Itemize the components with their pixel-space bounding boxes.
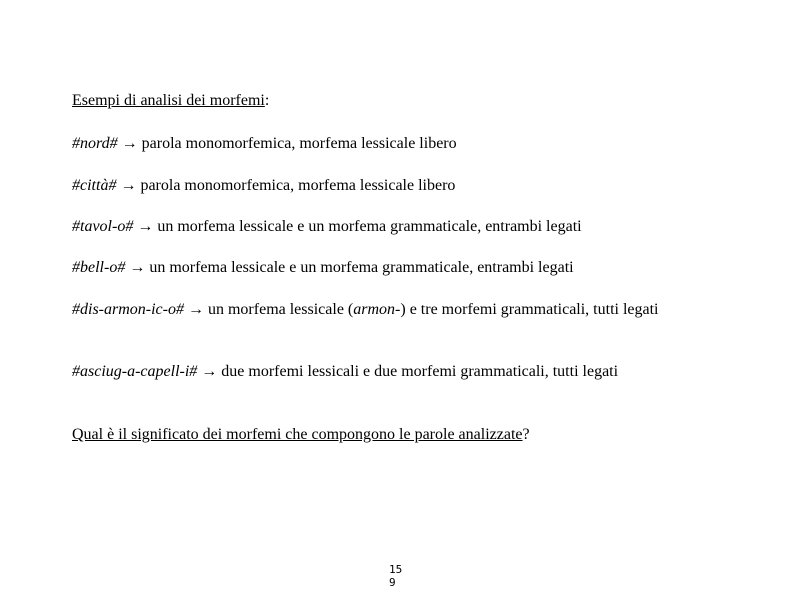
- page-number-line2: 9: [389, 576, 396, 589]
- example-description: un morfema lessicale e un morfema grammaticale, entrambi legati: [149, 259, 574, 276]
- page-number: [389, 563, 402, 589]
- heading-colon: :: [264, 92, 270, 109]
- example-form: #bell-o#: [72, 259, 126, 276]
- example-bello: [72, 259, 574, 277]
- question: [72, 426, 530, 444]
- example-citta: [72, 177, 455, 195]
- example-asciugacapelli: [72, 363, 618, 381]
- example-description-part1: un morfema lessicale (: [207, 301, 354, 318]
- arrow: →: [125, 259, 150, 276]
- example-form: #asciug-a-capell-i#: [72, 363, 198, 380]
- example-form: #dis-armon-ic-o#: [72, 301, 184, 318]
- arrow: →: [197, 363, 222, 380]
- heading: [72, 92, 269, 110]
- example-form: #città#: [72, 177, 117, 194]
- example-form: #tavol-o#: [72, 218, 134, 235]
- example-nord: [72, 135, 457, 153]
- question-text: Qual è il significato dei morfemi che compongono le parole analizzate: [72, 426, 523, 443]
- arrow: →: [116, 177, 141, 194]
- heading-text: Esempi di analisi dei morfemi: [72, 92, 265, 109]
- example-description: parola monomorfemica, morfema lessicale libero: [141, 135, 457, 152]
- arrow: →: [133, 218, 158, 235]
- arrow: →: [117, 135, 142, 152]
- example-disarmonico: [72, 301, 702, 319]
- question-mark: ?: [522, 426, 530, 443]
- example-description-part2: ) e tre morfemi grammaticali, tutti legati: [400, 301, 659, 318]
- example-description: due morfemi lessicali e due morfemi grammaticali, tutti legati: [221, 363, 619, 380]
- arrow: →: [183, 301, 208, 318]
- example-description-italic: armon-: [353, 301, 401, 318]
- page-number-line1: 15: [389, 563, 403, 576]
- example-description: parola monomorfemica, morfema lessicale libero: [140, 177, 456, 194]
- example-description: un morfema lessicale e un morfema grammaticale, entrambi legati: [157, 218, 582, 235]
- example-form: #nord#: [72, 135, 118, 152]
- example-tavolo: [72, 218, 582, 236]
